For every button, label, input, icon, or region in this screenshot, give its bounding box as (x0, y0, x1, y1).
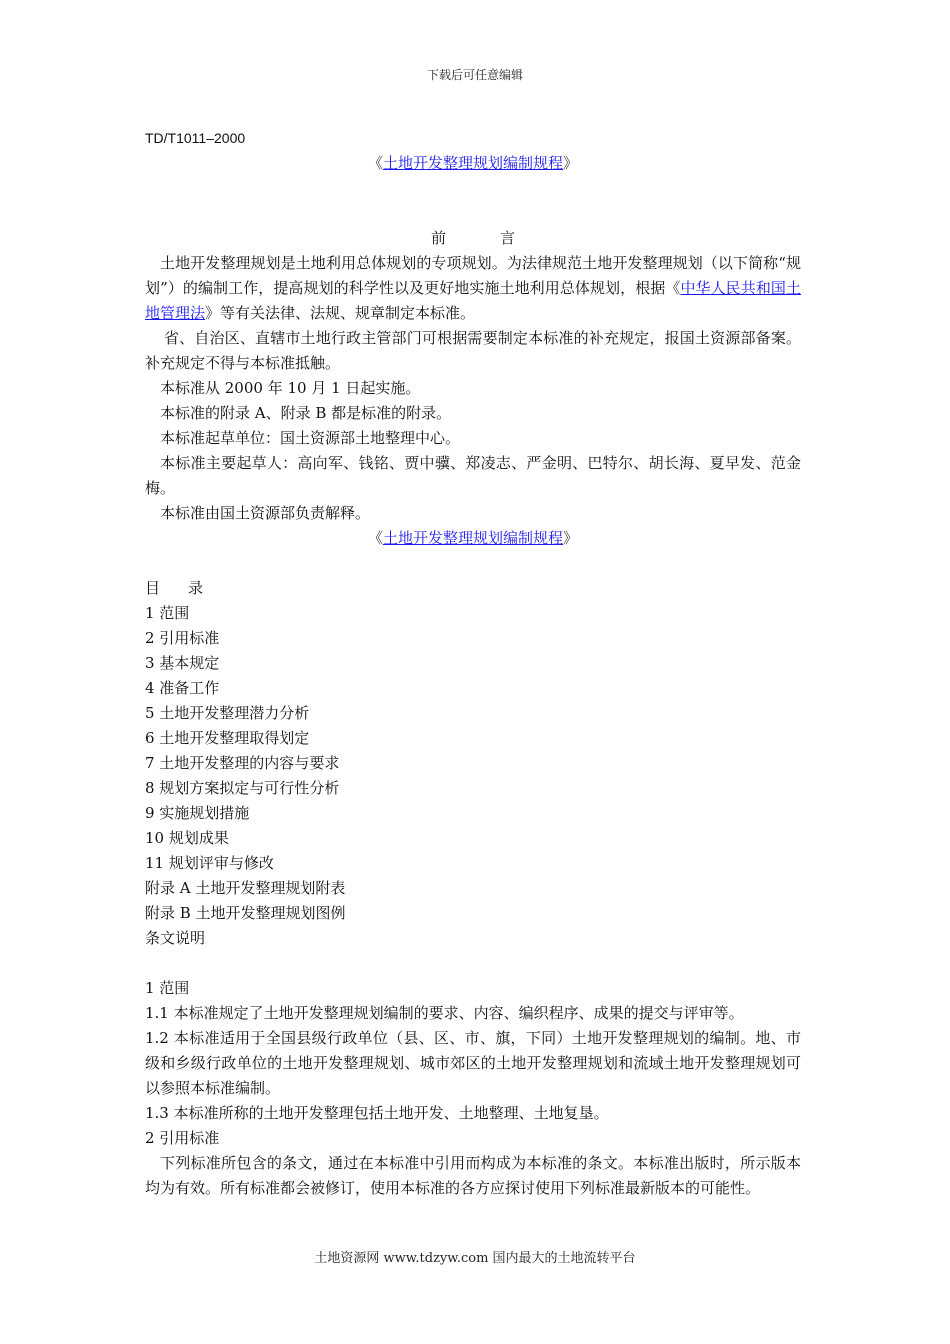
foreword-paragraph-4: 本标准的附录 A、附录 B 都是标准的附录。 (160, 404, 452, 422)
land-law-link[interactable]: 中华人民共和国土地管理法 (145, 279, 801, 322)
spacer (145, 551, 801, 576)
document-title (145, 151, 801, 176)
toc-item[interactable]: 7 土地开发整理的内容与要求 (145, 754, 340, 772)
standard-code: TD/T1011–2000 (145, 130, 246, 146)
toc-item[interactable]: 9 实施规划措施 (145, 804, 250, 822)
clause-1-2: 1.2 本标准适用于全国县级行政单位（县、区、市、旗，下同）土地开发整理规划的编制。地、市级和乡级行政单位的土地开发整理规划、城市郊区的土地开发整理规划和流域土地开发整理规划可以参照本标准编制。 (145, 1029, 801, 1097)
clause-1-1: 1.1 本标准规定了土地开发整理规划编制的要求、内容、编织程序、成果的提交与评审等。 (145, 1004, 744, 1022)
document-title-link-repeat[interactable]: 土地开发整理规划编制规程 (382, 529, 563, 547)
foreword-paragraph-6: 本标准主要起草人：高向军、钱铭、贾中骥、郑凌志、严金明、巴特尔、胡长海、夏早发、范金梅。 (145, 454, 801, 497)
document-title-link[interactable]: 土地开发整理规划编制规程 (382, 154, 563, 172)
section-2-heading: 2 引用标准 (145, 1129, 220, 1147)
toc-item[interactable]: 5 土地开发整理潜力分析 (145, 704, 310, 722)
spacer (145, 951, 801, 976)
document-body (145, 126, 801, 1201)
foreword-heading: 前 言 (430, 229, 516, 247)
toc-item[interactable]: 6 土地开发整理取得划定 (145, 729, 310, 747)
section-1-heading: 1 范围 (145, 979, 190, 997)
title-close-bracket: 》 (563, 154, 579, 172)
toc-item[interactable]: 2 引用标准 (145, 629, 220, 647)
toc-item[interactable]: 10 规划成果 (145, 829, 229, 847)
toc-item[interactable]: 1 范围 (145, 604, 190, 622)
foreword-paragraph-2: 省、自治区、直辖市土地行政主管部门可根据需要制定本标准的补充规定，报国土资源部备案。补充规定不得与本标准抵触。 (145, 329, 801, 372)
document-title-repeat: 《土地开发整理规划编制规程》 (367, 529, 579, 547)
section-2-paragraph: 下列标准所包含的条文，通过在本标准中引用而构成为本标准的条文。本标准出版时，所示版本均为有效。所有标准都会被修订，使用本标准的各方应探讨使用下列标准最新版本的可能性。 (145, 1154, 801, 1197)
title-open-bracket: 《 (367, 154, 383, 172)
page-footer: 土地资源网 www.tdzyw.com 国内最大的土地流转平台 (314, 1251, 636, 1266)
toc-item[interactable]: 附录 B 土地开发整理规划图例 (145, 904, 346, 922)
foreword-paragraph-5: 本标准起草单位：国土资源部土地整理中心。 (160, 429, 461, 447)
toc-item[interactable]: 8 规划方案拟定与可行性分析 (145, 779, 340, 797)
toc-item[interactable]: 4 准备工作 (145, 679, 220, 697)
toc-item[interactable]: 11 规划评审与修改 (145, 854, 274, 872)
foreword-paragraph-1: 土地开发整理规划是土地利用总体规划的专项规划。为法律规范土地开发整理规划（以下简称“规划”）的编制工作，提高规划的科学性以及更好地实施土地利用总体规划，根据《中华人民共和国土地管理法》等有关法律、法规、规章制定本标准。 (145, 254, 801, 322)
toc-item[interactable]: 3 基本规定 (145, 654, 220, 672)
spacer (145, 176, 801, 226)
toc-item[interactable]: 附录 A 土地开发整理规划附表 (145, 879, 346, 897)
toc-heading: 目 录 (145, 579, 204, 597)
toc-item[interactable]: 条文说明 (145, 929, 206, 947)
foreword-paragraph-7: 本标准由国土资源部负责解释。 (160, 504, 371, 522)
foreword-paragraph-3: 本标准从 2000 年 10 月 1 日起实施。 (160, 379, 421, 397)
clause-1-3: 1.3 本标准所称的土地开发整理包括土地开发、土地整理、土地复垦。 (145, 1104, 609, 1122)
page-header: 下载后可任意编辑 (426, 68, 523, 82)
